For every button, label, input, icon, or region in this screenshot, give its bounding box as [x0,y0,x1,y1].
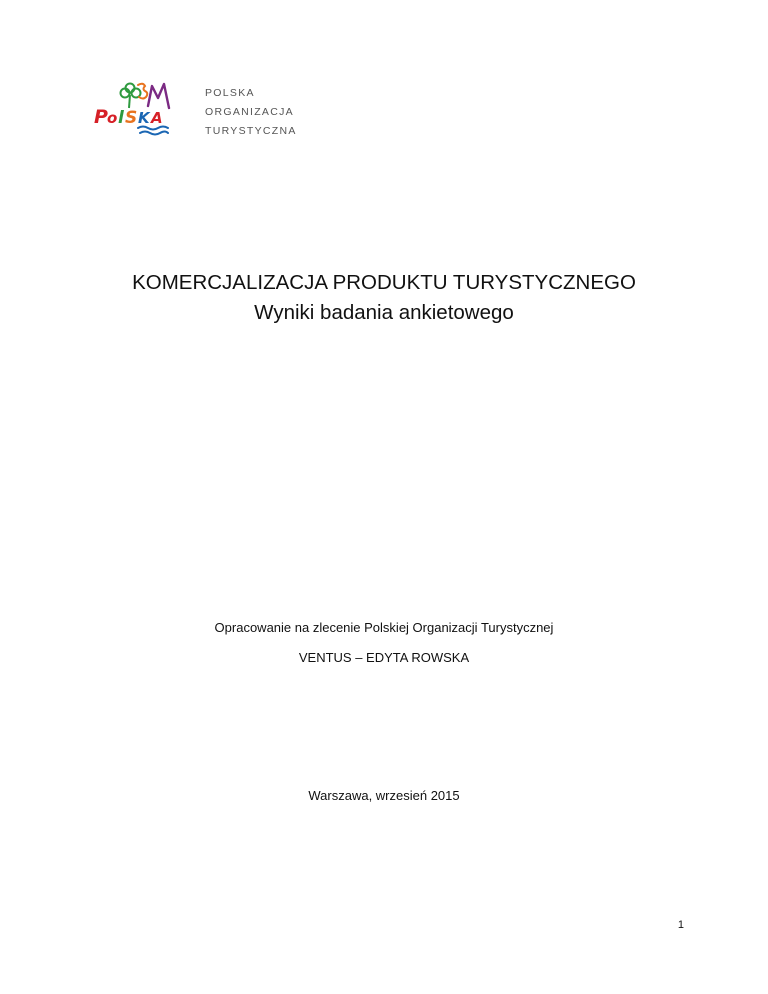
svg-text:l: l [118,108,124,128]
org-line-2: ORGANIZACJA [205,106,294,118]
org-line-1: POLSKA [205,87,255,99]
tree-icon [121,84,141,109]
polska-logo-mark [92,80,178,136]
pot-logo [92,80,312,140]
svg-text:P: P [94,106,108,128]
org-line-3: TURYSTYCZNA [205,125,297,137]
page-number: 1 [677,919,684,931]
organization-name [205,84,297,141]
commissioned-by: Opracowanie na zlecenie Polskiej Organizacji Turystycznej [214,620,554,635]
svg-text:o: o [107,109,118,127]
document-title [0,268,768,328]
title-line-1: KOMERCJALIZACJA PRODUKTU TURYSTYCZNEGO [132,271,636,294]
author: VENTUS – EDYTA ROWSKA [298,650,470,665]
title-line-2: Wyniki badania ankietowego [254,301,514,324]
svg-text:K: K [138,109,150,127]
svg-text:A: A [151,109,163,127]
svg-text:S: S [125,108,138,128]
place-date: Warszawa, wrzesień 2015 [308,788,460,803]
